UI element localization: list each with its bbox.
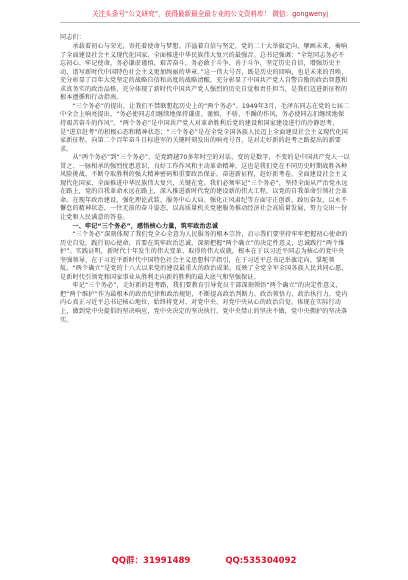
paragraph-1: 承载着初心与荣光，寄托着使命与梦想。洋溢着自信与坚定，党的二十大举旗定向，擘画未来，奏响了全面建设社会主义现代化国家、全面推进中华民族伟大复兴的最强音。总书记强调：“全党同志务必不忘初心、牢记使命，务必谦虚谨慎、艰苦奋斗，务必敢于斗争、善于斗争，坚定历史自信，增强历史主动，谱写新时代中国特色社会主义更加绚丽的华章。”这一伟大号召，既是历史的回响，也是未来的召唤，充分彰显了百年大党坚定的战略自信和高度的战略清醒，充分彰显了中国共产党人自警自励的政治智慧和求真务实的政治品格，充分体现了新时代中国共产党人强烈的历史自觉和责任担当，是我们迈进新征程的根本遵循和行动指南。: [60, 43, 348, 102]
paragraph-3: 从“两个务必”到“三个务必”，是党跨越70多年时空的对话，变的是数字，不变的是中国共产党人一以贯之、一脉相承的强烈忧患意识、良好工作作风和主动革命精神，这也是我们党在不同历史时期战胜各种风险挑战、不断夺取胜利的强大精神密码和重要政治保证。奋进新征程，赶好新考卷，全面建设社会主义现代化国家、全面推进中华民族伟大复兴，关键在党。我们必须牢记“三个务必”，坚持全面从严治党永远在路上，党的自我革命永远在路上，深入推进新时代党的建设新的伟大工程，以党的自我革命引领社会革命。在现年政治建设、强化理论武装、服务中心大局、强化正风肃纪等方面守正创新、踔厉奋发，以永不懈怠的精神状态、一往无前的奋斗姿态，以高质量机关党建服务推动经济社会高质量发展，努力交出一份让党和人民满意的答卷。: [60, 154, 350, 221]
paragraph-4: “三个务必”深刻体现了我们党全心全意为人民服务的根本宗旨，启示我们要坚持牢牢把握初心使命的历史自觉，践行初心使命，首要在筑牢政治忠诚，深刻把握“两个确立”的决定性意义，忠诚践行“两个维护”。实践证明，新时代十年发生的伟大变革、取得的伟大成就，根本在于以习近平同志为核心的党中央坚强领导，在于习近平新时代中国特色社会主义思想科学指引，在于习近平总书记举旗定向、掌舵领航。“两个确立”是党的十八大以来党的建设最重大的政治成果，反映了全党全军全国各族人民共同心愿，是新时代引领党和国家事业从胜利走向新的胜利的最大底气和坚强保证。: [60, 231, 348, 281]
paragraph-2: “三个务必”的提出，让我们不禁联想起历史上的“两个务必”。1949年3月，毛泽东同志在党的七届二中全会上响亮提出，“务必使同志们继续地保持谦虚、谨慎、不骄、不躁的作风，务必使同志们继续地保持艰苦奋斗的作风”。“两个务必”是中国共产党人对革命胜利后党的建设和国家建设进行的冷静思考，是“进京赶考”的积极心态和精神状态；“三个务必”是在全党全国各族人民迈上全面建设社会主义现代化国家新征程、向第二个百年奋斗目标进军的关键时刻发出的响亮号召，是对走好新的赶考之路提出的新要求。: [60, 102, 350, 153]
top-banner: 关注头条号“公文研究”，获得最新最全最专业的公文资料库！ 微信：gongwenyj: [60, 10, 360, 23]
qq-personal-text: QQ:535304092: [225, 556, 297, 566]
document-body: [60, 34, 350, 325]
section-heading-1: 一、牢记“三个务必”，感悟核心力量，筑牢政治忠诚: [72, 222, 219, 230]
paragraph-5: 牢记“三个务必”，走好新的赶考路，我们要教育引导党员干部深刻领悟“两个确立”的决定性意义，把“两个维护”作为最根本的政治纪律和政治规矩，不断提高政治判断力、政治领悟力、政治执行力，党内内心真正习近平总书记核心地位，始终将党对、对党中央、对党中央从心的政治自觉，体现在实际行动上，做到党中央提倡的坚决响应，党中央决定的坚决执行，党中央禁止的坚决不做，党中央拥护的坚决落实。: [60, 282, 348, 324]
footer-contact: [0, 556, 408, 567]
greeting: 同志们：: [60, 34, 85, 41]
qq-group-text: QQ群：31991489: [111, 556, 191, 566]
